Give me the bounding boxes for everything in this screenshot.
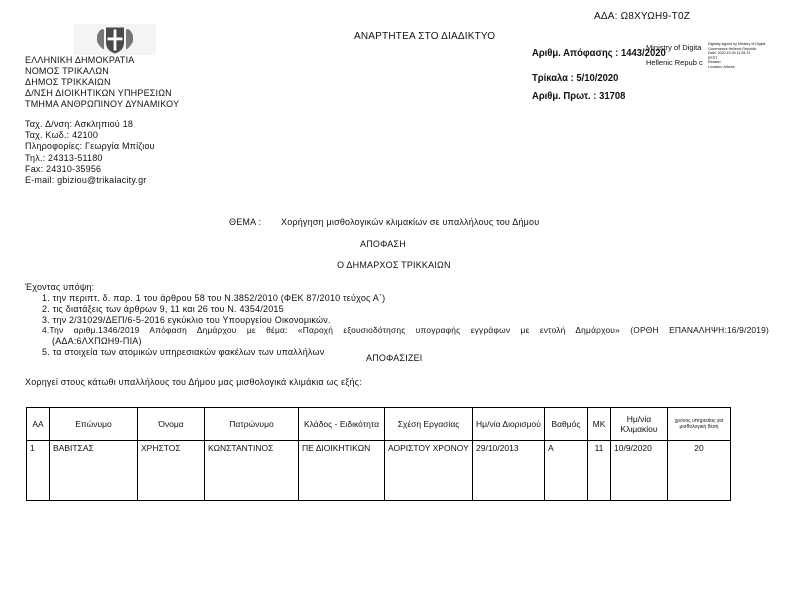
col-header: Σχέση Εργασίας	[385, 408, 473, 441]
cell: 20	[668, 441, 731, 501]
staff-table	[26, 407, 731, 501]
issuer-block	[25, 55, 179, 110]
col-header: ΑΑ	[27, 408, 50, 441]
col-header: ΜΚ	[588, 408, 611, 441]
signature-detail-line: Date: 2020.10.05 11:28:13	[708, 51, 751, 56]
decision-number: Αριθμ. Απόφασης : 1443/2020	[532, 47, 666, 59]
considering-item: (ΑΔΑ:6ΛΧΠΩΗ9-ΠΙΑ)	[52, 336, 142, 347]
contact-line: Τηλ.: 24313-51180	[25, 152, 103, 163]
decision-date: Τρίκαλα : 5/10/2020	[532, 72, 619, 84]
cell: 11	[588, 441, 611, 501]
contact-block	[25, 119, 155, 186]
contact-email: E-mail: gbiziou@trikalacity.gr	[25, 175, 147, 186]
issuer-line: ΔΗΜΟΣ ΤΡΙΚΚΑΙΩΝ	[25, 77, 111, 87]
table-header-row	[27, 408, 731, 441]
cell: 10/9/2020	[611, 441, 668, 501]
considering-list	[42, 293, 769, 358]
cell: ΑΟΡΙΣΤΟΥ ΧΡΟΝΟΥ	[385, 441, 473, 501]
ada-code: ΑΔΑ: Ω8ΧΥΩΗ9-Τ0Ζ	[594, 11, 691, 22]
contact-line: Fax: 24310-35956	[25, 163, 102, 174]
cell: Α	[545, 441, 588, 501]
signature-stamp-line1: Ministry of Digita	[646, 43, 702, 52]
protocol-number: Αριθμ. Πρωτ. : 31708	[532, 90, 626, 102]
col-header: Επώνυμο	[50, 408, 138, 441]
signature-detail-line: EEST	[708, 55, 718, 60]
col-header: Πατρώνυμο	[205, 408, 299, 441]
contact-line: Ταχ. Δ/νση: Ασκληπιού 18	[25, 119, 134, 129]
table-row	[27, 441, 731, 501]
mayor-heading: Ο ΔΗΜΑΡΧΟΣ ΤΡΙΚΚΑΙΩΝ	[337, 260, 451, 270]
col-header: Ημ/νία Διορισμού	[473, 408, 545, 441]
decision-heading: ΑΠΟΦΑΣΗ	[360, 239, 406, 249]
considering-item: 5. τα στοιχεία των ατομικών υπηρεσιακών φακέλων των υπαλλήλων	[42, 346, 325, 357]
signature-detail-line: Digitally signed by Ministry of Digital	[708, 42, 766, 46]
signature-stamp-line2: Hellenic Repub c	[646, 58, 703, 67]
issuer-line: Δ/ΝΣΗ ΔΙΟΙΚΗΤΙΚΩΝ ΥΠΗΡΕΣΙΩΝ	[25, 88, 172, 98]
coat-of-arms	[74, 24, 156, 55]
signature-detail-line: Location: Athens	[708, 64, 735, 69]
issuer-line: ΤΜΗΜΑ ΑΝΘΡΩΠΙΝΟΥ ΔΥΝΑΜΙΚΟΥ	[25, 99, 180, 109]
cell: ΚΩΝΣΤΑΝΤΙΝΟΣ	[205, 441, 299, 501]
cell: 1	[27, 441, 50, 501]
considering-item: 1. την περιπτ. δ. παρ. 1 του άρθρου 58 του Ν.3852/2010 (ΦΕΚ 87/2010 τεύχος Α΄)	[42, 293, 386, 303]
col-header: Βαθμός	[545, 408, 588, 441]
col-header: Κλάδος - Ειδικότητα	[299, 408, 385, 441]
signature-detail-line: Reason:	[708, 60, 722, 65]
cell: 29/10/2013	[473, 441, 545, 501]
considering-item: 2. τις διατάξεις των άρθρων 9, 11 και 26 του Ν. 4354/2015	[42, 303, 284, 314]
considering-label: Έχοντας υπόψη:	[25, 282, 95, 292]
issuer-line: ΕΛΛΗΝΙΚΗ ΔΗΜΟΚΡΑΤΙΑ	[25, 55, 135, 65]
col-header: χρόνος υπηρεσίας για μισθολογική θέση	[668, 408, 731, 441]
considering-item: 4.Την αριθμ.1346/2019 Απόφαση Δημάρχου με θέμα: «Παροχή εξουσιοδότησης υπογραφής εγγράφων με εντολή Δημάρχου» (ΟΡΘΗ ΕΠΑΝΑΛΗΨΗ:16/9/2019)	[42, 325, 769, 336]
col-header: Ημ/νία Κλιμακίου	[611, 408, 668, 441]
cell: ΧΡΗΣΤΟΣ	[138, 441, 205, 501]
contact-line: Ταχ. Κωδ.: 42100	[25, 130, 99, 141]
signature-details	[708, 42, 765, 70]
cell: ΒΑΒΙΤΣΑΣ	[50, 441, 138, 501]
signature-detail-line: Governance Hellenic Republic	[708, 46, 757, 51]
grant-text: Χορηγεί στους κάτωθι υπαλλήλους του Δήμου μας μισθολογικά κλιμάκια ως εξής:	[25, 377, 362, 387]
subject-label: ΘΕΜΑ :	[229, 217, 262, 227]
decides-heading: ΑΠΟΦΑΣΙΖΕΙ	[366, 353, 423, 363]
subject-text: Χορήγηση μισθολογικών κλιμακίων σε υπαλλήλους του Δήμου	[281, 217, 540, 227]
considering-item: 3. την 2/31029/ΔΕΠ/6-5-2016 εγκύκλιο του Υπουργείου Οικονομικών.	[42, 314, 331, 325]
issuer-line: ΝΟΜΟΣ ΤΡΙΚΑΛΩΝ	[25, 66, 109, 76]
contact-line: Πληροφορίες: Γεωργία Μπίζιου	[25, 141, 155, 152]
cell: ΠΕ ΔΙΟΙΚΗΤΙΚΩΝ	[299, 441, 385, 501]
col-header: Όνομα	[138, 408, 205, 441]
posting-note: ΑΝΑΡΤΗΤΕΑ ΣΤΟ ΔΙΑΔΙΚΤΥΟ	[354, 31, 496, 42]
